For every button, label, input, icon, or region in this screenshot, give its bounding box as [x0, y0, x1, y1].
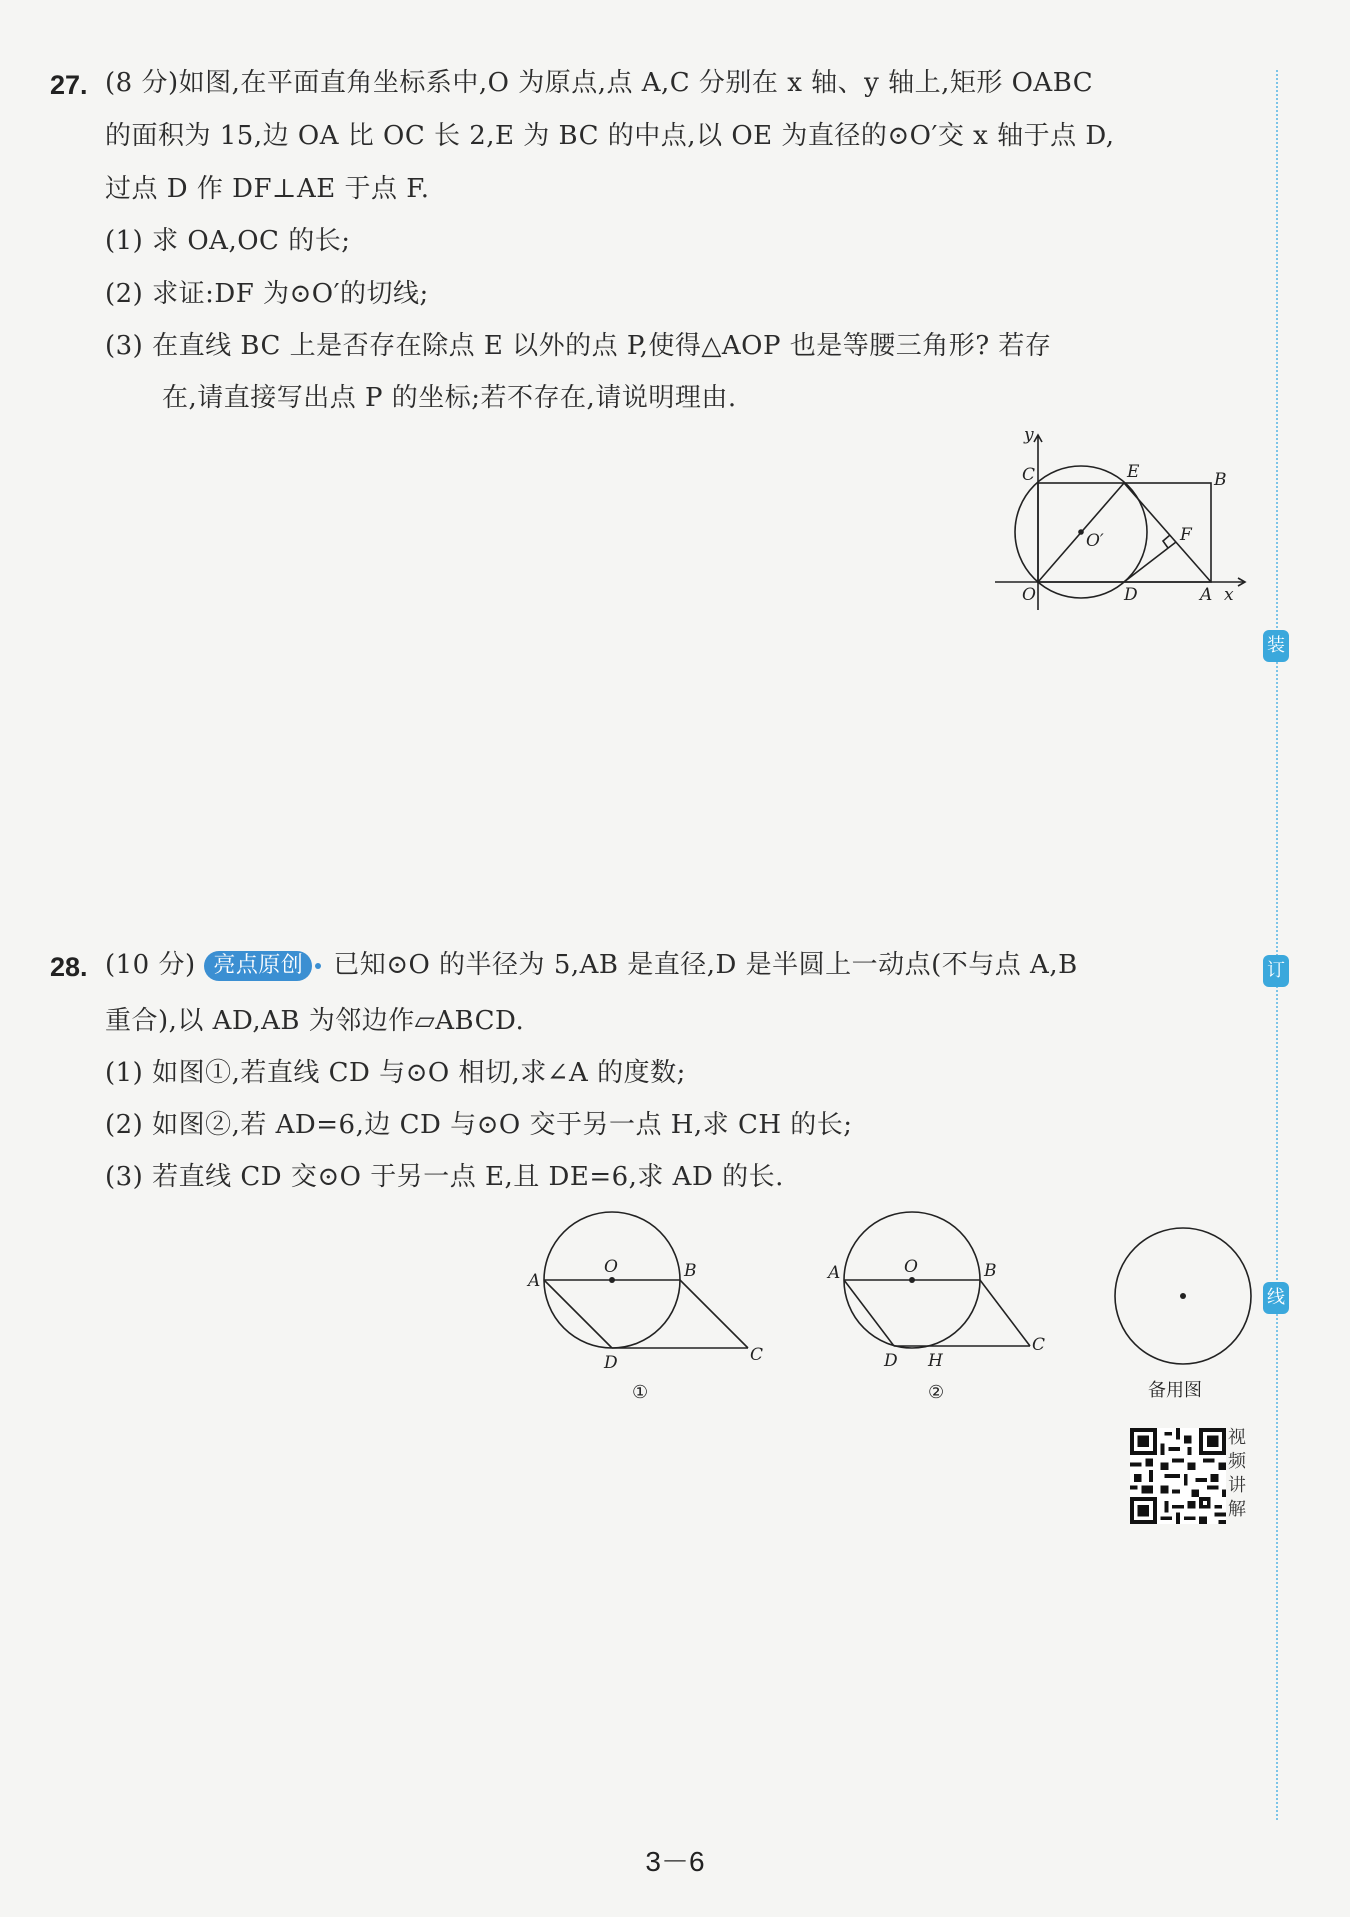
fig27-label-b: B: [1214, 470, 1227, 490]
q27-line3: 过点 D 作 DF⊥AE 于点 F.: [105, 174, 430, 204]
q28-score: (10 分): [105, 950, 196, 980]
fig1-label-a: A: [528, 1271, 541, 1291]
q28-number: 28.: [50, 952, 88, 982]
fig27-label-d: D: [1124, 585, 1138, 605]
q27-part3b: 在,请直接写出点 P 的坐标;若不存在,请说明理由.: [162, 383, 737, 413]
fig27-label-f: F: [1180, 525, 1192, 545]
q28-figures: [520, 1200, 1260, 1410]
q27-number: 27.: [50, 70, 88, 100]
fig27-label-o-prime: O′: [1086, 531, 1104, 551]
binding-mark-1: 装: [1263, 630, 1289, 662]
qr-video-label: 视 频 讲 解: [1228, 1427, 1246, 1520]
fig27-label-y: y: [1024, 425, 1034, 445]
q28-part2: (2) 如图②,若 AD=6,边 CD 与⊙O 交于另一点 H,求 CH 的长;: [105, 1110, 853, 1140]
q27-part2: (2) 求证:DF 为⊙O′的切线;: [105, 279, 429, 309]
q28-line1: 已知⊙O 的半径为 5,AB 是直径,D 是半圆上一动点(不与点 A,B: [333, 950, 1078, 980]
q28-line1-row: [105, 948, 1078, 982]
binding-mark-3: 线: [1263, 1282, 1289, 1314]
fig1-label-b: B: [684, 1261, 697, 1281]
fig27-label-a: A: [1200, 585, 1213, 605]
fig27-label-c: C: [1022, 465, 1036, 485]
fig2-label-b: B: [984, 1261, 997, 1281]
fig2-caption: ②: [928, 1382, 945, 1403]
fig27-label-o: O: [1022, 585, 1036, 605]
q27-line1: (8 分)如图,在平面直角坐标系中,O 为原点,点 A,C 分别在 x 轴、y 轴上,矩形 OABC: [105, 68, 1094, 98]
q28-part1: (1) 如图①,若直线 CD 与⊙O 相切,求∠A 的度数;: [105, 1058, 686, 1088]
q27-part3a: (3) 在直线 BC 上是否存在除点 E 以外的点 P,使得△AOP 也是等腰三角形? 若存: [105, 331, 1052, 361]
fig1-label-c: C: [750, 1345, 764, 1365]
binding-dotted-line: [1276, 70, 1278, 1820]
q27-line2: 的面积为 15,边 OA 比 OC 长 2,E 为 BC 的中点,以 OE 为直径的⊙O′交 x 轴于点 D,: [105, 121, 1115, 151]
q28-highlight-tag: 亮点原创: [204, 951, 312, 981]
fig1-label-d: D: [604, 1353, 618, 1373]
fig1-caption: ①: [632, 1382, 649, 1403]
fig27-label-x: x: [1224, 585, 1234, 605]
fig2-label-o: O: [904, 1257, 918, 1277]
fig2-label-h: H: [928, 1351, 943, 1371]
fig2-label-a: A: [828, 1263, 841, 1283]
q27-figure: [990, 420, 1250, 620]
fig3-caption: 备用图: [1148, 1380, 1202, 1401]
fig27-label-e: E: [1127, 462, 1140, 482]
q28-part3: (3) 若直线 CD 交⊙O 于另一点 E,且 DE=6,求 AD 的长.: [105, 1162, 784, 1192]
qr-code-icon[interactable]: [1130, 1428, 1226, 1524]
fig2-label-c: C: [1032, 1335, 1046, 1355]
binding-mark-2: 订: [1263, 955, 1289, 987]
fig1-label-o: O: [604, 1257, 618, 1277]
q28-line2: 重合),以 AD,AB 为邻边作▱ABCD.: [105, 1006, 525, 1036]
page-number: 3－6: [645, 1846, 705, 1877]
q27-part1: (1) 求 OA,OC 的长;: [105, 226, 351, 256]
fig2-label-d: D: [884, 1351, 898, 1371]
